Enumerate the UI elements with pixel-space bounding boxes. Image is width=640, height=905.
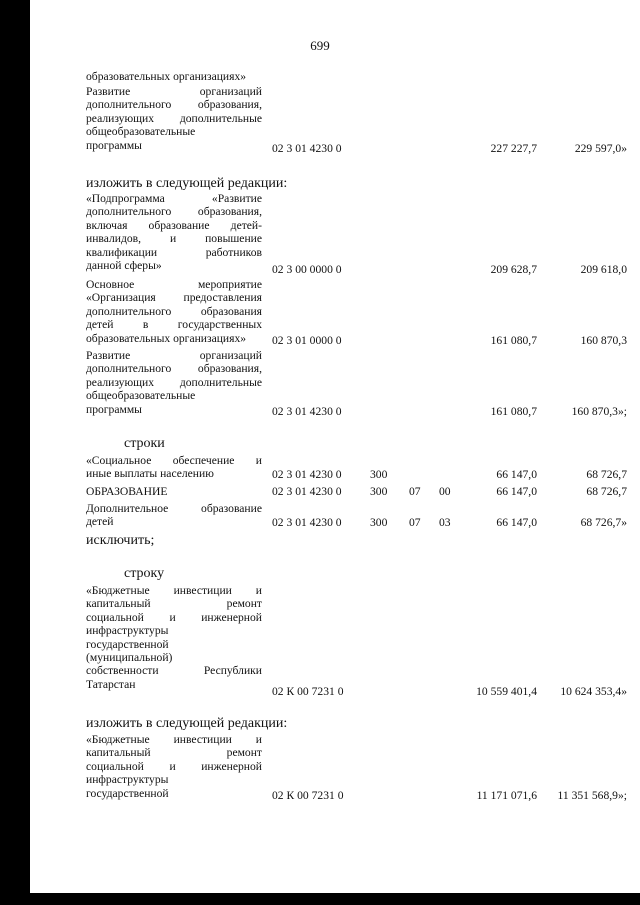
row-value-2: 229 597,0» — [574, 142, 627, 155]
row-name-line: Развитие организаций — [86, 349, 262, 362]
row-value-1: 161 080,7 — [490, 405, 537, 418]
row-name — [86, 85, 262, 152]
row-name-line: «Подпрограмма «Развитие — [86, 192, 262, 205]
row-value-1: 66 147,0 — [496, 516, 537, 529]
row-name-line: Развитие организаций — [86, 85, 262, 98]
row-code: 02 3 00 0000 0 — [272, 263, 342, 276]
row-name-line: инфраструктуры — [86, 773, 169, 787]
row-name-line: капитальный ремонт — [86, 746, 262, 760]
row-name-line: социальной и инженерной — [86, 759, 262, 773]
row-value-1: 66 147,0 — [496, 468, 537, 481]
row-value-2: 160 870,3»; — [571, 405, 627, 418]
row-name-line: иные выплаты населению — [86, 467, 214, 481]
row-name-line: ОБРАЗОВАНИЕ — [86, 485, 168, 498]
section-heading: строку — [124, 566, 165, 581]
row-name-line: Дополнительное образование — [86, 502, 262, 515]
row-name-line: «Организация предоставления — [86, 291, 262, 305]
row-name-line: включая образование детей- — [86, 218, 262, 232]
row-code: 02 3 01 4230 0 — [272, 468, 342, 481]
section-heading: изложить в следующей редакции: — [86, 716, 288, 731]
row-value-1: 66 147,0 — [496, 485, 537, 498]
row-code: 02 3 01 4230 0 — [272, 405, 342, 418]
row-name-line: данной сферы» — [86, 259, 162, 273]
row-name-line: «Бюджетные инвестиции и — [86, 584, 262, 597]
row-name-line: образовательных организациях» — [86, 331, 247, 345]
row-name-line: социальной и инженерной — [86, 610, 262, 624]
row-name-line: общеобразовательные — [86, 389, 196, 403]
row-vr: 300 — [370, 485, 388, 498]
row-value-2: 68 726,7 — [586, 485, 627, 498]
row-value-2: 209 618,0 — [580, 263, 627, 276]
row-value-1: 161 080,7 — [490, 334, 537, 347]
row-name-line: (муниципальной) — [86, 651, 173, 665]
row-name-line: программы — [86, 138, 142, 152]
row-name-line: «Бюджетные инвестиции и — [86, 733, 262, 746]
row-vr: 300 — [370, 516, 388, 529]
page-number: 699 — [310, 38, 330, 53]
row-value-1: 11 171 071,6 — [476, 789, 537, 802]
row-name — [86, 733, 262, 800]
row-name-line: государственной — [86, 637, 169, 651]
row-rz: 07 — [409, 485, 421, 498]
row-name-line: дополнительного образования, — [86, 362, 262, 376]
row-name-line: инвалидов, и повышение — [86, 232, 262, 246]
row-name-line: детей — [86, 515, 114, 529]
row-code: 02 3 01 0000 0 — [272, 334, 342, 347]
row-code: 02 К 00 7231 0 — [272, 685, 344, 698]
row-value-1: 209 628,7 — [490, 263, 537, 276]
row-pr: 03 — [439, 516, 451, 529]
row-name — [86, 278, 262, 345]
row-name — [86, 502, 262, 529]
row-name-line: дополнительного образования — [86, 304, 262, 318]
row-name-line: квалификации работников — [86, 245, 262, 259]
row-name-line: дополнительного образования, — [86, 205, 262, 219]
row-name-line: «Социальное обеспечение и — [86, 454, 262, 467]
row-code: 02 К 00 7231 0 — [272, 789, 344, 802]
row-name-line: реализующих дополнительные — [86, 111, 262, 125]
row-name — [86, 454, 262, 481]
row-name-line: детей в государственных — [86, 318, 262, 332]
row-value-2: 160 870,3 — [580, 334, 627, 347]
row-value-2: 68 726,7 — [586, 468, 627, 481]
row-name-line: Основное мероприятие — [86, 278, 262, 291]
row-value-1: 227 227,7 — [490, 142, 537, 155]
section-heading: изложить в следующей редакции: — [86, 176, 288, 191]
row-name-line: собственности Республики — [86, 664, 262, 678]
row-name — [86, 192, 262, 272]
section-heading: строки — [124, 436, 165, 451]
row-name-line: образовательных организациях» — [86, 70, 247, 83]
row-value-2: 10 624 353,4» — [560, 685, 627, 698]
row-name-line: дополнительного образования, — [86, 98, 262, 112]
row-name-line: государственной — [86, 786, 169, 800]
row-name-line: капитальный ремонт — [86, 597, 262, 611]
row-rz: 07 — [409, 516, 421, 529]
row-name — [86, 349, 262, 416]
row-name-line: программы — [86, 402, 142, 416]
row-name-line: реализующих дополнительные — [86, 375, 262, 389]
row-value-1: 10 559 401,4 — [476, 685, 537, 698]
row-vr: 300 — [370, 468, 388, 481]
row-name — [86, 70, 262, 83]
row-value-2: 11 351 568,9»; — [557, 789, 627, 802]
row-code: 02 3 01 4230 0 — [272, 485, 342, 498]
row-value-2: 68 726,7» — [580, 516, 627, 529]
row-code: 02 3 01 4230 0 — [272, 142, 342, 155]
row-name — [86, 485, 262, 498]
section-heading: исключить; — [86, 533, 155, 548]
row-code: 02 3 01 4230 0 — [272, 516, 342, 529]
row-name-line: общеобразовательные — [86, 125, 196, 139]
row-name — [86, 584, 262, 691]
row-pr: 00 — [439, 485, 451, 498]
row-name-line: инфраструктуры — [86, 624, 169, 638]
row-name-line: Татарстан — [86, 677, 136, 691]
